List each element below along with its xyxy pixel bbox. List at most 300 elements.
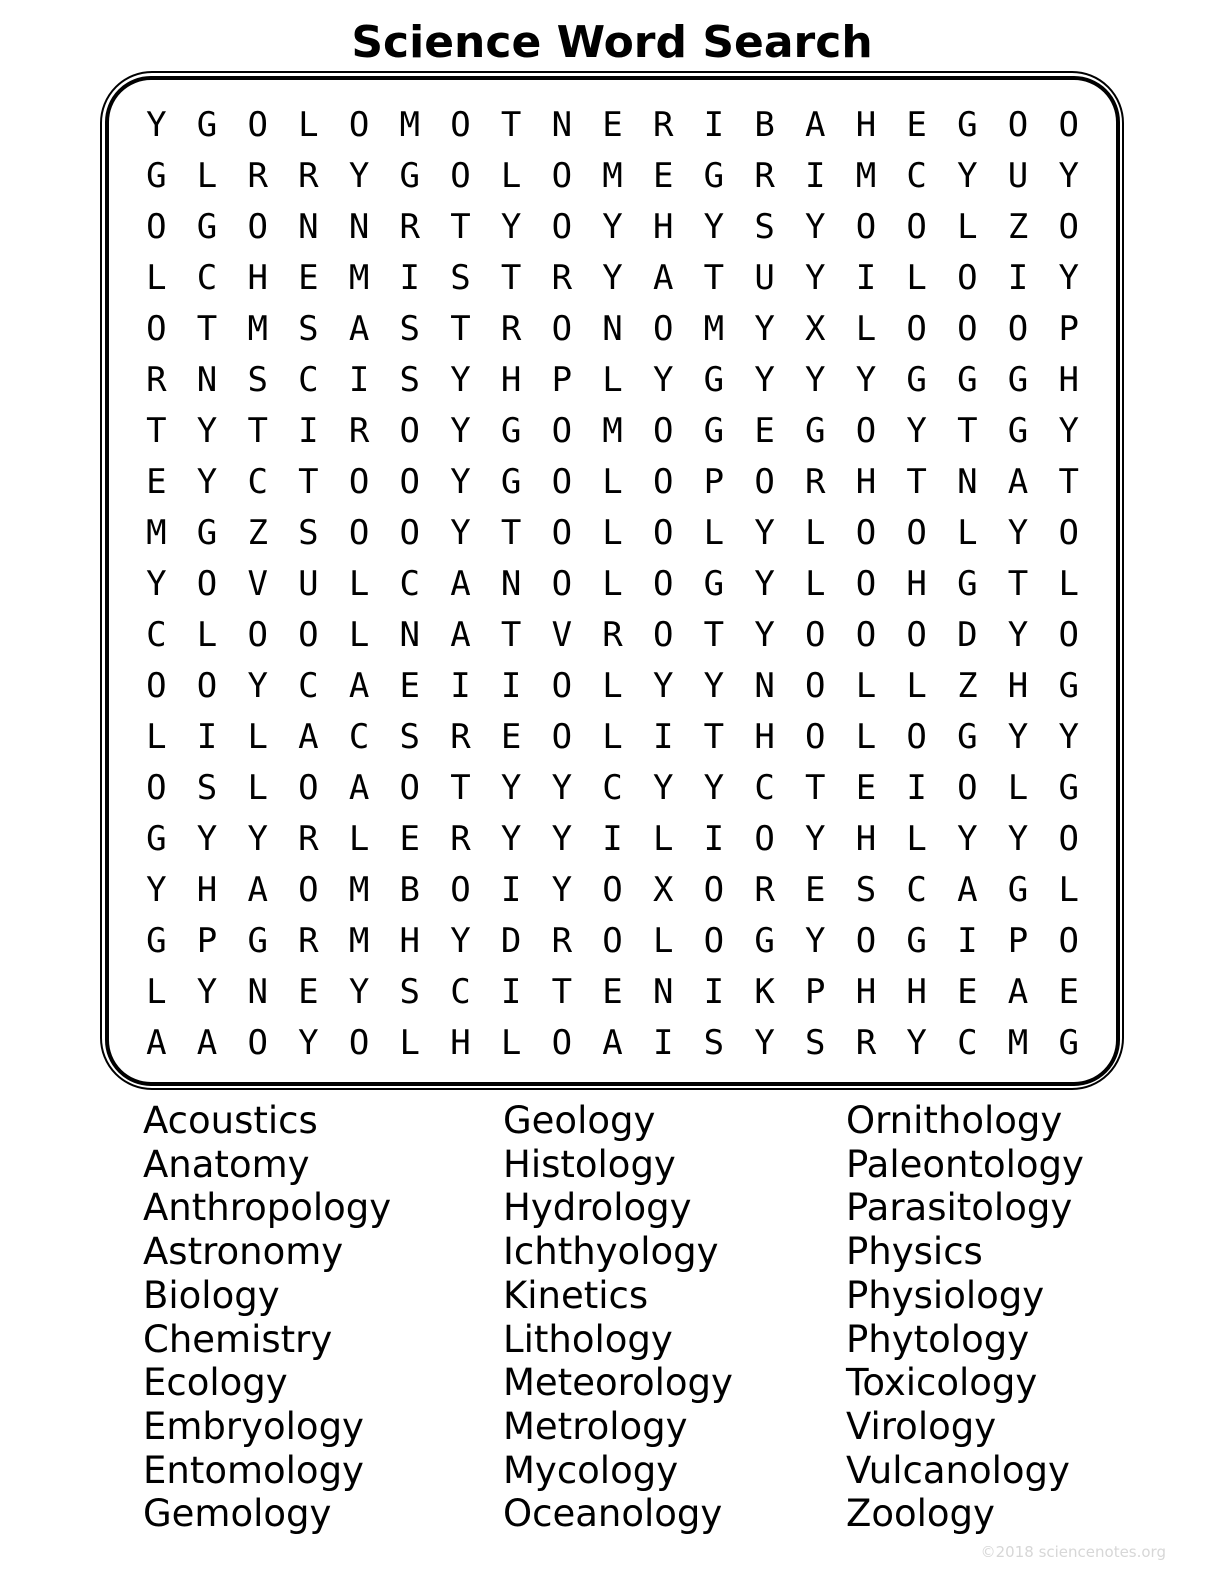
grid-cell: A [1007, 461, 1029, 502]
grid-cell: O [551, 410, 573, 451]
grid-cell: I [500, 665, 522, 706]
grid-cell: Y [348, 971, 370, 1012]
grid-cell: Y [1058, 410, 1079, 451]
grid-cell: H [1007, 665, 1029, 706]
grid-cell: C [754, 767, 775, 808]
grid-cell: Y [247, 665, 268, 706]
grid-cell: I [652, 716, 674, 757]
grid-cell: I [500, 971, 522, 1012]
grid-cell: C [247, 461, 268, 502]
grid-cell: O [298, 767, 319, 808]
grid-cell: I [196, 716, 218, 757]
grid-cell: O [652, 410, 674, 451]
grid-cell: I [957, 920, 978, 961]
word-item: Histology [503, 1142, 676, 1186]
grid-cell: O [146, 767, 167, 808]
grid-cell: S [855, 869, 877, 910]
grid-cell: E [652, 155, 674, 196]
grid-cell: S [399, 716, 421, 757]
grid-cell: Y [957, 818, 978, 859]
grid-cell: I [703, 104, 725, 145]
grid-cell: Y [298, 1022, 319, 1063]
grid-cell: L [247, 716, 268, 757]
word-item: Parasitology [846, 1186, 1073, 1230]
grid-cell: M [602, 155, 623, 196]
word-list-column [143, 1099, 503, 1536]
grid-cell: L [1007, 767, 1029, 808]
grid-cell: R [298, 818, 319, 859]
grid-cell: R [348, 410, 370, 451]
grid-cell: O [247, 104, 268, 145]
grid-cell: Y [805, 920, 826, 961]
grid-cell: I [703, 818, 725, 859]
grid-cell: S [298, 512, 319, 553]
grid-cell: E [298, 257, 319, 298]
grid-cell: Y [805, 257, 826, 298]
word-item: Chemistry [143, 1317, 333, 1361]
grid-cell: O [906, 716, 927, 757]
grid-cell: O [196, 563, 218, 604]
grid-cell: G [1007, 410, 1029, 451]
grid-cell: Y [146, 563, 167, 604]
grid-cell: O [906, 308, 927, 349]
grid-cell: Y [500, 767, 522, 808]
grid-cell: M [855, 155, 877, 196]
grid-cell: O [146, 206, 167, 247]
grid-cell: T [500, 614, 522, 655]
grid-cell: D [957, 614, 978, 655]
grid-cell: Y [754, 359, 775, 400]
grid-cell: G [196, 512, 218, 553]
word-list-column [503, 1099, 846, 1536]
grid-cell: T [703, 257, 725, 298]
grid-cell: O [551, 155, 573, 196]
word-item: Biology [143, 1273, 280, 1317]
grid-cell: O [450, 155, 471, 196]
grid-cell: I [399, 257, 421, 298]
grid-cell: O [855, 614, 877, 655]
grid-cell: O [906, 206, 927, 247]
grid-cell: O [652, 512, 674, 553]
grid-cell: C [298, 665, 319, 706]
grid-cell: O [754, 461, 775, 502]
grid-cell: O [551, 716, 573, 757]
grid-cell: B [754, 104, 775, 145]
grid-cell: Y [703, 665, 725, 706]
grid-cell: N [957, 461, 978, 502]
grid-cell: L [1058, 869, 1079, 910]
grid-cell: T [500, 257, 522, 298]
grid-cell: T [957, 410, 978, 451]
grid-cell: T [805, 767, 826, 808]
grid-cell: O [348, 461, 370, 502]
grid-cell: O [450, 869, 471, 910]
grid-cell: Y [1007, 818, 1029, 859]
word-item: Astronomy [143, 1230, 344, 1274]
word-item: Meteorology [503, 1361, 733, 1405]
grid-cell: O [855, 512, 877, 553]
grid-cell: S [399, 359, 421, 400]
grid-cell: C [906, 155, 927, 196]
grid-cell: E [1058, 971, 1079, 1012]
grid-cell: A [348, 665, 370, 706]
grid-cell: O [652, 563, 674, 604]
grid-cell: O [1058, 614, 1079, 655]
grid-cell: O [855, 410, 877, 451]
grid-cell: O [551, 563, 573, 604]
grid-cell: N [602, 308, 623, 349]
grid-cell: S [247, 359, 268, 400]
grid-cell: O [450, 104, 471, 145]
word-item: Phytology [846, 1317, 1030, 1361]
grid-cell: G [1007, 869, 1029, 910]
grid-cell: G [906, 359, 927, 400]
grid-cell: O [348, 1022, 370, 1063]
grid-cell: Y [196, 971, 218, 1012]
grid-cell: L [348, 563, 370, 604]
grid-cell: L [805, 563, 826, 604]
grid-cell: O [399, 461, 421, 502]
grid-cell: L [703, 512, 725, 553]
grid-cell: A [602, 1022, 623, 1063]
grid-cell: L [805, 512, 826, 553]
grid-cell: Y [1007, 614, 1029, 655]
grid-cell: O [1058, 920, 1079, 961]
grid-cell: C [399, 563, 421, 604]
grid-cell: L [652, 920, 674, 961]
grid-cell: O [703, 920, 725, 961]
grid-cell: Y [652, 767, 674, 808]
word-item: Anthropology [143, 1186, 392, 1230]
grid-cell: E [500, 716, 522, 757]
grid-cell: R [754, 155, 775, 196]
grid-cell: T [450, 206, 471, 247]
grid-cell: T [703, 716, 725, 757]
grid-cell: O [602, 920, 623, 961]
grid-cell: E [754, 410, 775, 451]
grid-cell: Y [703, 206, 725, 247]
grid-cell: A [348, 308, 370, 349]
grid-cell: L [348, 818, 370, 859]
grid-cell: H [855, 104, 877, 145]
grid-cell: O [146, 308, 167, 349]
grid-cell: H [855, 971, 877, 1012]
grid-cell: O [652, 614, 674, 655]
grid-cell: O [1058, 206, 1079, 247]
grid-cell: T [906, 461, 927, 502]
grid-cell: G [906, 920, 927, 961]
grid-cell: M [348, 257, 370, 298]
grid-cell: P [551, 359, 573, 400]
grid-cell: O [957, 308, 978, 349]
grid-cell: L [500, 1022, 522, 1063]
grid-cell: L [602, 716, 623, 757]
grid-cell: E [855, 767, 877, 808]
word-item: Ichthyology [503, 1230, 719, 1274]
grid-cell: S [703, 1022, 725, 1063]
grid-cell: T [703, 614, 725, 655]
grid-cell: N [247, 971, 268, 1012]
grid-cell: L [146, 257, 167, 298]
grid-cell: X [652, 869, 674, 910]
grid-cell: B [399, 869, 421, 910]
grid-cell: Y [652, 359, 674, 400]
grid-cell: I [602, 818, 623, 859]
grid-cell: A [652, 257, 674, 298]
grid-cell: E [602, 971, 623, 1012]
grid-cell: G [247, 920, 268, 961]
grid-cell: Y [500, 818, 522, 859]
grid-cell: O [146, 665, 167, 706]
grid-cell: G [703, 155, 725, 196]
grid-cell: A [196, 1022, 218, 1063]
grid-cell: G [805, 410, 826, 451]
grid-cell: O [247, 206, 268, 247]
grid-cell: A [146, 1022, 167, 1063]
grid-cell: L [652, 818, 674, 859]
grid-cell: Y [348, 155, 370, 196]
grid-cell: T [196, 308, 218, 349]
grid-cell: Y [146, 104, 167, 145]
grid-cell: H [399, 920, 421, 961]
grid-cell: T [500, 512, 522, 553]
grid-cell: Y [805, 359, 826, 400]
grid-cell: M [348, 869, 370, 910]
grid-cell: I [1007, 257, 1029, 298]
grid-cell: O [855, 563, 877, 604]
grid-cell: L [500, 155, 522, 196]
grid-cell: Y [450, 512, 471, 553]
grid-cell: A [805, 104, 826, 145]
grid-cell: L [957, 512, 978, 553]
grid-cell: O [805, 614, 826, 655]
grid-cell: Y [652, 665, 674, 706]
grid-cell: Y [450, 920, 471, 961]
grid-cell: H [855, 818, 877, 859]
grid-cell: O [551, 512, 573, 553]
word-item: Physiology [846, 1273, 1045, 1317]
grid-cell: O [805, 716, 826, 757]
grid-cell: O [348, 104, 370, 145]
grid-cell: I [450, 665, 471, 706]
grid-cell: S [298, 308, 319, 349]
grid-cell: R [450, 818, 471, 859]
grid-cell: O [196, 665, 218, 706]
grid-cell: O [703, 869, 725, 910]
grid-cell: M [1007, 1022, 1029, 1063]
grid-cell: Y [754, 1022, 775, 1063]
grid-cell: H [652, 206, 674, 247]
grid-cell: N [298, 206, 319, 247]
word-list-column [846, 1099, 1084, 1536]
grid-cell: L [196, 155, 218, 196]
grid-cell: S [754, 206, 775, 247]
word-item: Zoology [846, 1492, 995, 1536]
grid-cell: M [247, 308, 268, 349]
grid-cell: G [500, 410, 522, 451]
grid-cell: O [348, 512, 370, 553]
grid-cell: S [399, 308, 421, 349]
grid-cell: L [602, 563, 623, 604]
grid-cell: N [196, 359, 218, 400]
grid-cell: Z [247, 512, 268, 553]
grid-cell: H [196, 869, 218, 910]
grid-cell: T [247, 410, 268, 451]
word-item: Paleontology [846, 1142, 1084, 1186]
word-item: Anatomy [143, 1142, 310, 1186]
grid-cell: M [348, 920, 370, 961]
grid-cell: L [399, 1022, 421, 1063]
grid-cell: E [602, 104, 623, 145]
grid-cell: O [551, 308, 573, 349]
grid-cell: O [1058, 818, 1079, 859]
grid-cell: Y [1007, 512, 1029, 553]
grid-cell: Y [754, 614, 775, 655]
word-item: Acoustics [143, 1099, 318, 1142]
grid-cell: P [805, 971, 826, 1012]
grid-cell: O [906, 512, 927, 553]
grid-cell: Z [1007, 206, 1029, 247]
grid-cell: N [348, 206, 370, 247]
word-item: Vulcanology [846, 1448, 1070, 1492]
grid-cell: O [602, 869, 623, 910]
grid-cell: I [805, 155, 826, 196]
grid-cell: U [754, 257, 775, 298]
grid-cell: R [298, 155, 319, 196]
grid-cell: S [399, 971, 421, 1012]
grid-cell: H [450, 1022, 471, 1063]
grid-cell: O [652, 461, 674, 502]
grid-cell: Y [602, 206, 623, 247]
grid-cell: O [551, 665, 573, 706]
grid-cell: L [348, 614, 370, 655]
grid-cell: R [399, 206, 421, 247]
grid-cell: U [298, 563, 319, 604]
grid-cell: C [196, 257, 218, 298]
grid-cell: M [602, 410, 623, 451]
grid-cell: G [754, 920, 775, 961]
letter-grid [131, 99, 1094, 1068]
grid-cell: Y [551, 767, 573, 808]
grid-cell: C [146, 614, 167, 655]
grid-cell: G [146, 920, 167, 961]
grid-cell: L [855, 665, 877, 706]
grid-cell: O [247, 1022, 268, 1063]
copyright-text: ©2018 sciencenotes.org [980, 1543, 1166, 1561]
grid-cell: A [1007, 971, 1029, 1012]
word-item: Ornithology [846, 1099, 1063, 1142]
word-item: Gemology [143, 1492, 332, 1536]
grid-cell: R [247, 155, 268, 196]
grid-cell: L [906, 257, 927, 298]
grid-cell: Y [196, 818, 218, 859]
grid-cell: L [1058, 563, 1079, 604]
grid-cell: L [602, 512, 623, 553]
grid-cell: G [1058, 1022, 1079, 1063]
grid-cell: E [146, 461, 167, 502]
grid-cell: O [652, 308, 674, 349]
word-item: Embryology [143, 1404, 364, 1448]
grid-cell: Y [500, 206, 522, 247]
grid-cell: L [602, 359, 623, 400]
word-item: Hydrology [503, 1186, 692, 1230]
grid-cell: H [500, 359, 522, 400]
grid-cell: G [196, 206, 218, 247]
grid-cell: C [957, 1022, 978, 1063]
grid-cell: D [500, 920, 522, 961]
grid-cell: A [957, 869, 978, 910]
grid-cell: A [247, 869, 268, 910]
grid-cell: O [805, 665, 826, 706]
grid-cell: T [1058, 461, 1079, 502]
grid-cell: O [1058, 104, 1079, 145]
grid-cell: Y [196, 461, 218, 502]
grid-cell: Y [551, 869, 573, 910]
grid-cell: A [450, 563, 471, 604]
grid-cell: Y [906, 1022, 927, 1063]
grid-cell: L [602, 665, 623, 706]
grid-cell: Y [196, 410, 218, 451]
word-item: Mycology [503, 1448, 679, 1492]
grid-cell: T [500, 104, 522, 145]
grid-cell: R [805, 461, 826, 502]
grid-cell: S [196, 767, 218, 808]
grid-cell: I [348, 359, 370, 400]
grid-cell: R [551, 920, 573, 961]
grid-cell: L [957, 206, 978, 247]
grid-cell: P [1058, 308, 1079, 349]
word-item: Lithology [503, 1317, 673, 1361]
grid-cell: G [146, 818, 167, 859]
grid-cell: O [1007, 104, 1029, 145]
grid-cell: Y [906, 410, 927, 451]
grid-cell: H [1058, 359, 1079, 400]
grid-cell: N [399, 614, 421, 655]
grid-cell: O [551, 206, 573, 247]
word-item: Metrology [503, 1404, 688, 1448]
grid-cell: G [703, 359, 725, 400]
grid-cell: T [450, 308, 471, 349]
grid-cell: R [754, 869, 775, 910]
grid-cell: N [754, 665, 775, 706]
grid-cell: E [399, 665, 421, 706]
grid-cell: O [855, 206, 877, 247]
word-item: Physics [846, 1230, 983, 1274]
grid-cell: I [703, 971, 725, 1012]
grid-cell: Y [805, 206, 826, 247]
grid-cell: G [399, 155, 421, 196]
grid-cell: M [146, 512, 167, 553]
grid-cell: E [805, 869, 826, 910]
page-title: Science Word Search [351, 17, 873, 68]
grid-cell: C [298, 359, 319, 400]
grid-cell: Y [247, 818, 268, 859]
grid-cell: G [957, 563, 978, 604]
grid-cell: P [1007, 920, 1029, 961]
grid-cell: R [855, 1022, 877, 1063]
grid-cell: G [703, 563, 725, 604]
grid-cell: M [399, 104, 421, 145]
grid-cell: L [298, 104, 319, 145]
word-list [143, 1099, 1084, 1536]
grid-cell: I [906, 767, 927, 808]
grid-cell: G [957, 104, 978, 145]
grid-cell: C [906, 869, 927, 910]
grid-cell: U [1007, 155, 1029, 196]
grid-cell: Y [703, 767, 725, 808]
grid-cell: N [652, 971, 674, 1012]
word-item: Ecology [143, 1361, 288, 1405]
